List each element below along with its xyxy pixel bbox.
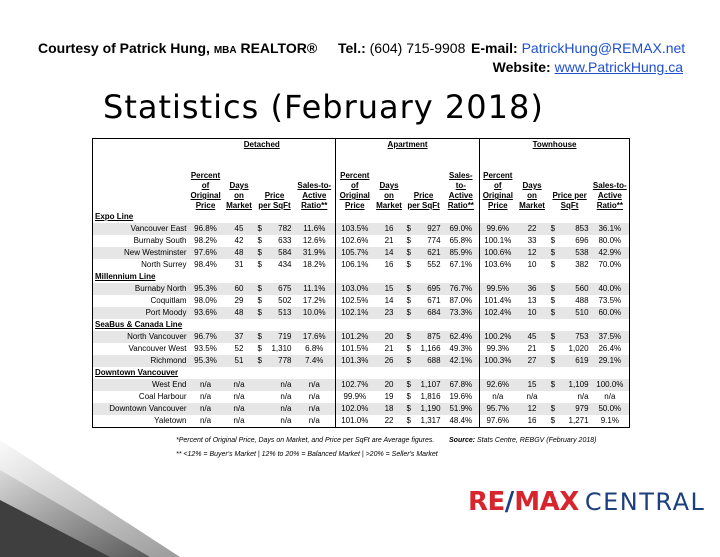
dollar-sign — [256, 415, 268, 428]
pct-original-cell: 100.2% — [480, 331, 516, 343]
statistics-table-wrap — [92, 138, 629, 428]
pct-original-cell: 96.8% — [189, 223, 223, 235]
table-row — [93, 223, 630, 235]
dollar-sign: $ — [256, 355, 268, 367]
pct-original-cell: 101.0% — [336, 415, 374, 428]
sales-ratio-cell: 69.0% — [443, 223, 480, 235]
dollar-sign: $ — [256, 283, 268, 295]
price-sqft-cell: n/a — [268, 403, 294, 415]
days-cell: 12 — [516, 247, 549, 259]
price-sqft-cell: 675 — [268, 283, 294, 295]
dollar-sign: $ — [549, 223, 561, 235]
dollar-sign: $ — [257, 296, 262, 305]
price-sqft-cell: n/a — [280, 416, 292, 425]
website-label: Website: — [492, 59, 551, 75]
area-name: Coal Harbour — [138, 392, 187, 401]
price-sqft-cell: 382 — [575, 260, 589, 269]
days-cell: n/a — [233, 392, 245, 401]
price-sqft-cell: 633 — [278, 236, 292, 245]
pct-original-cell: 100.6% — [480, 247, 516, 259]
price-sqft-cell: 510 — [561, 307, 591, 319]
footnote-averages: *Percent of Original Price, Days on Market, and Price per SqFt are Average figures. — [176, 437, 435, 444]
sales-ratio-cell: 42.1% — [443, 355, 480, 367]
dollar-sign: $ — [549, 403, 561, 415]
sales-ratio-cell: 12.6% — [302, 236, 326, 245]
section-label: Downtown Vancouver — [95, 368, 179, 377]
col-sales-to-active: Sales-to-Active Ratio** — [297, 181, 332, 210]
dollar-sign: $ — [256, 247, 268, 259]
sales-ratio-cell: 26.4% — [598, 344, 622, 353]
dollar-sign — [256, 379, 268, 391]
area-name: North Surrey — [141, 260, 187, 269]
group-townhouse: Townhouse — [480, 139, 630, 152]
pct-original-cell: n/a — [199, 416, 212, 425]
area-name: North Vancouver — [93, 331, 189, 343]
dollar-sign: $ — [406, 296, 411, 305]
dollar-sign: $ — [405, 355, 417, 367]
dollar-sign: $ — [257, 236, 262, 245]
dollar-sign: $ — [549, 247, 561, 259]
table-row — [93, 331, 630, 343]
col-price-per-sqft: Price per SqFt — [407, 191, 440, 210]
sales-ratio-cell: 31.9% — [294, 247, 336, 259]
dollar-sign: $ — [405, 223, 417, 235]
sales-ratio-cell: 73.3% — [443, 307, 480, 319]
sales-ratio-cell: 9.1% — [600, 416, 619, 425]
sales-ratio-cell: n/a — [294, 379, 336, 391]
dollar-sign: $ — [406, 392, 411, 401]
days-cell: 15 — [516, 379, 549, 391]
pct-original-cell: 101.5% — [336, 343, 374, 355]
section-row — [93, 367, 630, 379]
section-row — [93, 211, 630, 223]
mba-text: MBA — [213, 45, 237, 56]
price-sqft-cell: 875 — [417, 331, 443, 343]
logo-re: RE — [468, 487, 505, 517]
col-days-on-market: Days on Market — [226, 181, 252, 210]
days-cell: 12 — [516, 403, 549, 415]
sales-ratio-cell: 10.0% — [294, 307, 336, 319]
price-sqft-cell: 671 — [427, 296, 441, 305]
dollar-sign: $ — [549, 331, 561, 343]
days-cell: 21 — [384, 344, 394, 353]
pct-original-cell: 97.6% — [189, 247, 223, 259]
section-label: Expo Line — [95, 212, 134, 221]
price-sqft-cell: 774 — [427, 236, 441, 245]
days-cell: 23 — [374, 307, 405, 319]
pct-original-cell: 102.6% — [336, 235, 374, 247]
dollar-sign: $ — [549, 355, 561, 367]
sales-ratio-cell: n/a — [308, 392, 320, 401]
days-cell: n/a — [223, 379, 256, 391]
days-cell: 10 — [527, 260, 537, 269]
sales-ratio-cell: 7.4% — [294, 355, 336, 367]
courtesy-text: Courtesy of Patrick Hung, — [38, 40, 210, 56]
dollar-sign: $ — [549, 379, 561, 391]
table-row — [93, 283, 630, 295]
table-row — [93, 403, 630, 415]
days-cell: 21 — [384, 236, 394, 245]
days-cell: 37 — [223, 331, 256, 343]
source-value: Stats Centre, REBGV (February 2018) — [477, 437, 597, 444]
area-name: Burnaby South — [133, 236, 187, 245]
price-sqft-cell: 1,271 — [568, 416, 589, 425]
days-cell: 18 — [374, 403, 405, 415]
sales-ratio-cell: 19.6% — [449, 392, 473, 401]
days-cell: 36 — [516, 283, 549, 295]
area-name: New Westminster — [93, 247, 189, 259]
sales-ratio-cell: 17.2% — [302, 296, 326, 305]
area-name: Vancouver East — [93, 223, 189, 235]
group-apartment: Apartment — [336, 139, 480, 152]
column-header-row — [93, 163, 630, 211]
col-pct-original: Percent of Original Price — [336, 163, 374, 211]
price-sqft-cell: n/a — [577, 392, 589, 401]
sales-ratio-cell: 80.0% — [598, 236, 622, 245]
sales-ratio-cell: 70.0% — [598, 260, 622, 269]
days-cell: n/a — [223, 403, 256, 415]
pct-original-cell: 99.5% — [480, 283, 516, 295]
days-cell: 45 — [516, 331, 549, 343]
price-sqft-cell: 1,020 — [568, 344, 589, 353]
sales-ratio-cell: 100.0% — [591, 379, 630, 391]
pct-original-cell: 101.4% — [480, 295, 516, 307]
sales-ratio-cell: n/a — [294, 403, 336, 415]
dollar-sign: $ — [406, 236, 411, 245]
page-title: Statistics (February 2018) — [103, 88, 544, 126]
dollar-sign: $ — [405, 283, 417, 295]
days-cell: 26 — [374, 355, 405, 367]
price-sqft-cell: 560 — [561, 283, 591, 295]
price-sqft-cell: n/a — [280, 392, 292, 401]
logo-max: MAX — [514, 487, 579, 517]
days-cell: n/a — [526, 392, 538, 401]
sales-ratio-cell: 67.1% — [449, 260, 473, 269]
pct-original-cell: n/a — [199, 392, 212, 401]
sales-ratio-cell: 65.8% — [449, 236, 473, 245]
table-row — [93, 295, 630, 307]
area-name: Vancouver West — [128, 344, 187, 353]
pct-original-cell: n/a — [189, 379, 223, 391]
logo-slash: / — [504, 487, 515, 517]
pct-original-cell: 98.4% — [194, 260, 217, 269]
days-cell: 45 — [223, 223, 256, 235]
section-label: Millennium Line — [95, 272, 156, 281]
dollar-sign: $ — [405, 331, 417, 343]
tel-line — [338, 40, 465, 56]
pct-original-cell: 101.2% — [336, 331, 374, 343]
sales-ratio-cell: 29.1% — [591, 355, 630, 367]
sales-ratio-cell: 73.5% — [598, 296, 622, 305]
dollar-sign — [549, 391, 561, 403]
sales-ratio-cell: n/a — [308, 416, 320, 425]
days-cell: 33 — [527, 236, 537, 245]
days-cell: 42 — [234, 236, 244, 245]
dollar-sign: $ — [405, 307, 417, 319]
sales-ratio-cell: 49.3% — [449, 344, 473, 353]
sales-ratio-cell: 87.0% — [449, 296, 473, 305]
section-label: SeaBus & Canada Line — [95, 320, 183, 329]
table-body — [93, 139, 630, 428]
price-sqft-cell: 753 — [561, 331, 591, 343]
sales-ratio-cell: 76.7% — [443, 283, 480, 295]
section-row — [93, 319, 630, 331]
days-cell: 51 — [223, 355, 256, 367]
dollar-sign: $ — [405, 379, 417, 391]
col-sales-to-active: Sales-to-Active Ratio** — [447, 171, 474, 210]
price-sqft-cell: 696 — [575, 236, 589, 245]
pct-original-cell: 92.6% — [480, 379, 516, 391]
col-price-per-sqft: Price per SqFt — [258, 191, 291, 210]
price-sqft-cell: 1,816 — [420, 392, 441, 401]
sales-ratio-cell: 50.0% — [591, 403, 630, 415]
price-sqft-cell: 502 — [278, 296, 292, 305]
days-cell: 22 — [384, 416, 394, 425]
price-sqft-cell: 1,317 — [420, 416, 441, 425]
pct-original-cell: 100.1% — [480, 235, 516, 247]
source-label: Source: — [449, 437, 476, 444]
pct-original-cell: 99.6% — [480, 223, 516, 235]
price-sqft-cell: 552 — [427, 260, 441, 269]
pct-original-cell: n/a — [480, 391, 516, 403]
days-cell: 20 — [374, 379, 405, 391]
days-cell: 19 — [384, 392, 394, 401]
days-cell: 16 — [384, 260, 394, 269]
pct-original-cell: 93.5% — [194, 344, 217, 353]
pct-original-cell: n/a — [189, 403, 223, 415]
email-line — [471, 40, 685, 56]
days-cell: 14 — [374, 247, 405, 259]
price-sqft-cell: n/a — [268, 379, 294, 391]
days-cell: 60 — [223, 283, 256, 295]
pct-original-cell: 96.7% — [189, 331, 223, 343]
pct-original-cell: 93.6% — [189, 307, 223, 319]
decorative-swoosh — [0, 440, 180, 557]
pct-original-cell: 101.3% — [336, 355, 374, 367]
section-row — [93, 271, 630, 283]
pct-original-cell: 102.0% — [336, 403, 374, 415]
dollar-sign: $ — [549, 283, 561, 295]
days-cell: 27 — [516, 355, 549, 367]
days-cell: 14 — [384, 296, 394, 305]
area-name: West End — [93, 379, 189, 391]
dollar-sign: $ — [550, 236, 556, 245]
price-sqft-cell: 1,190 — [417, 403, 443, 415]
price-sqft-cell: 621 — [417, 247, 443, 259]
price-sqft-cell: 584 — [268, 247, 294, 259]
tel-label: Tel.: — [338, 40, 366, 56]
days-cell: 29 — [234, 296, 244, 305]
pct-original-cell: 106.1% — [336, 259, 374, 271]
days-cell: 22 — [516, 223, 549, 235]
dollar-sign: $ — [406, 416, 411, 425]
dollar-sign: $ — [549, 307, 561, 319]
dollar-sign: $ — [406, 260, 411, 269]
realtor-text: REALTOR® — [240, 40, 318, 56]
dollar-sign: $ — [550, 260, 556, 269]
days-cell: 13 — [527, 296, 537, 305]
days-cell: 52 — [234, 344, 244, 353]
area-name: Port Moody — [93, 307, 189, 319]
dollar-sign — [256, 391, 268, 403]
email-label: E-mail: — [471, 40, 518, 56]
footnote-market-legend: ** <12% = Buyer's Market | 12% to 20% = Balanced Market | >20% = Seller's Market — [176, 451, 438, 458]
remax-central-logo — [468, 487, 705, 517]
price-sqft-cell: 719 — [268, 331, 294, 343]
area-name: Yaletown — [154, 416, 187, 425]
col-days-on-market: Days on Market — [376, 181, 402, 210]
price-sqft-cell: 927 — [417, 223, 443, 235]
sales-ratio-cell: 67.8% — [443, 379, 480, 391]
group-detached: Detached — [243, 140, 280, 149]
pct-original-cell: 103.6% — [480, 259, 516, 271]
pct-original-cell: 95.3% — [189, 283, 223, 295]
price-sqft-cell: 979 — [561, 403, 591, 415]
col-pct-original: Percent of Original Price — [190, 171, 221, 210]
area-name: Richmond — [93, 355, 189, 367]
pct-original-cell: 95.7% — [480, 403, 516, 415]
price-sqft-cell: 434 — [278, 260, 292, 269]
sales-ratio-cell: 18.2% — [302, 260, 326, 269]
price-sqft-cell: 619 — [561, 355, 591, 367]
pct-original-cell: 102.1% — [336, 307, 374, 319]
price-sqft-cell: 538 — [561, 247, 591, 259]
sales-ratio-cell: 11.6% — [294, 223, 336, 235]
dollar-sign: $ — [406, 344, 411, 353]
price-sqft-cell: 1,310 — [271, 344, 292, 353]
days-cell: 15 — [374, 283, 405, 295]
sales-ratio-cell: 42.9% — [591, 247, 630, 259]
dollar-sign: $ — [256, 223, 268, 235]
sales-ratio-cell: 6.8% — [305, 344, 324, 353]
days-cell: 16 — [374, 223, 405, 235]
pct-original-cell: 99.3% — [480, 343, 516, 355]
courtesy-line — [38, 40, 317, 56]
price-sqft-cell: 513 — [268, 307, 294, 319]
table-row — [93, 379, 630, 391]
days-cell: 21 — [527, 344, 537, 353]
sales-ratio-cell: 62.4% — [443, 331, 480, 343]
days-cell: 16 — [527, 416, 537, 425]
days-cell: 48 — [223, 307, 256, 319]
email-link[interactable]: PatrickHung@REMAX.net — [521, 40, 686, 56]
col-price-per-sqft: Price per SqFt — [552, 191, 587, 210]
footnote-source — [449, 437, 596, 444]
logo-central: CENTRAL — [584, 488, 706, 516]
table-row — [93, 247, 630, 259]
price-sqft-cell: 695 — [417, 283, 443, 295]
statistics-table — [92, 138, 630, 428]
pct-original-cell: 99.9% — [336, 391, 374, 403]
table-row — [93, 415, 630, 428]
price-sqft-cell: 1,166 — [420, 344, 441, 353]
dollar-sign: $ — [256, 331, 268, 343]
pct-original-cell: 105.7% — [336, 247, 374, 259]
website-link[interactable]: www.PatrickHung.ca — [554, 59, 683, 75]
days-cell: 20 — [374, 331, 405, 343]
table-row — [93, 391, 630, 403]
pct-original-cell: 103.5% — [336, 223, 374, 235]
col-sales-to-active: Sales-to-Active Ratio** — [592, 181, 627, 210]
sales-ratio-cell: 40.0% — [591, 283, 630, 295]
pct-original-cell: 97.6% — [480, 415, 516, 428]
table-row — [93, 259, 630, 271]
days-cell: n/a — [233, 416, 245, 425]
price-sqft-cell: 782 — [268, 223, 294, 235]
days-cell: 48 — [223, 247, 256, 259]
sales-ratio-cell: 36.1% — [591, 223, 630, 235]
price-sqft-cell: 684 — [417, 307, 443, 319]
dollar-sign: $ — [405, 403, 417, 415]
price-sqft-cell: 1,109 — [561, 379, 591, 391]
dollar-sign: $ — [257, 344, 262, 353]
dollar-sign: $ — [550, 416, 556, 425]
spacer-row — [93, 151, 630, 163]
sales-ratio-cell: 11.1% — [294, 283, 336, 295]
dollar-sign: $ — [550, 344, 556, 353]
days-cell: 31 — [234, 260, 244, 269]
col-days-on-market: Days on Market — [519, 181, 545, 210]
col-pct-original: Percent of Original Price — [480, 163, 516, 211]
dollar-sign: $ — [257, 260, 262, 269]
pct-original-cell: 98.0% — [194, 296, 217, 305]
sales-ratio-cell: 51.9% — [443, 403, 480, 415]
days-cell: 10 — [516, 307, 549, 319]
dollar-sign — [256, 403, 268, 415]
table-row — [93, 307, 630, 319]
area-name: Downtown Vancouver — [93, 403, 189, 415]
sales-ratio-cell: 48.4% — [449, 416, 473, 425]
pct-original-cell: 98.2% — [194, 236, 217, 245]
dollar-sign: $ — [550, 296, 556, 305]
pct-original-cell: 100.3% — [480, 355, 516, 367]
sales-ratio-cell: 37.5% — [591, 331, 630, 343]
sales-ratio-cell: 85.9% — [443, 247, 480, 259]
pct-original-cell: 103.0% — [336, 283, 374, 295]
dollar-sign: $ — [256, 307, 268, 319]
sales-ratio-cell: n/a — [604, 392, 616, 401]
dollar-sign: $ — [405, 247, 417, 259]
price-sqft-cell: 853 — [561, 223, 591, 235]
price-sqft-cell: 1,107 — [417, 379, 443, 391]
price-sqft-cell: 778 — [268, 355, 294, 367]
pct-original-cell: 102.4% — [480, 307, 516, 319]
sales-ratio-cell: 60.0% — [591, 307, 630, 319]
table-row — [93, 355, 630, 367]
pct-original-cell: 95.3% — [189, 355, 223, 367]
table-row — [93, 235, 630, 247]
tel-value: (604) 715-9908 — [369, 40, 466, 56]
area-name: Burnaby North — [93, 283, 189, 295]
sales-ratio-cell: 17.6% — [294, 331, 336, 343]
pct-original-cell: 102.7% — [336, 379, 374, 391]
website-line — [493, 59, 683, 75]
group-header-row — [93, 139, 630, 152]
price-sqft-cell: 488 — [575, 296, 589, 305]
price-sqft-cell: 688 — [417, 355, 443, 367]
table-row — [93, 343, 630, 355]
area-name: Coquitlam — [150, 296, 187, 305]
pct-original-cell: 102.5% — [336, 295, 374, 307]
